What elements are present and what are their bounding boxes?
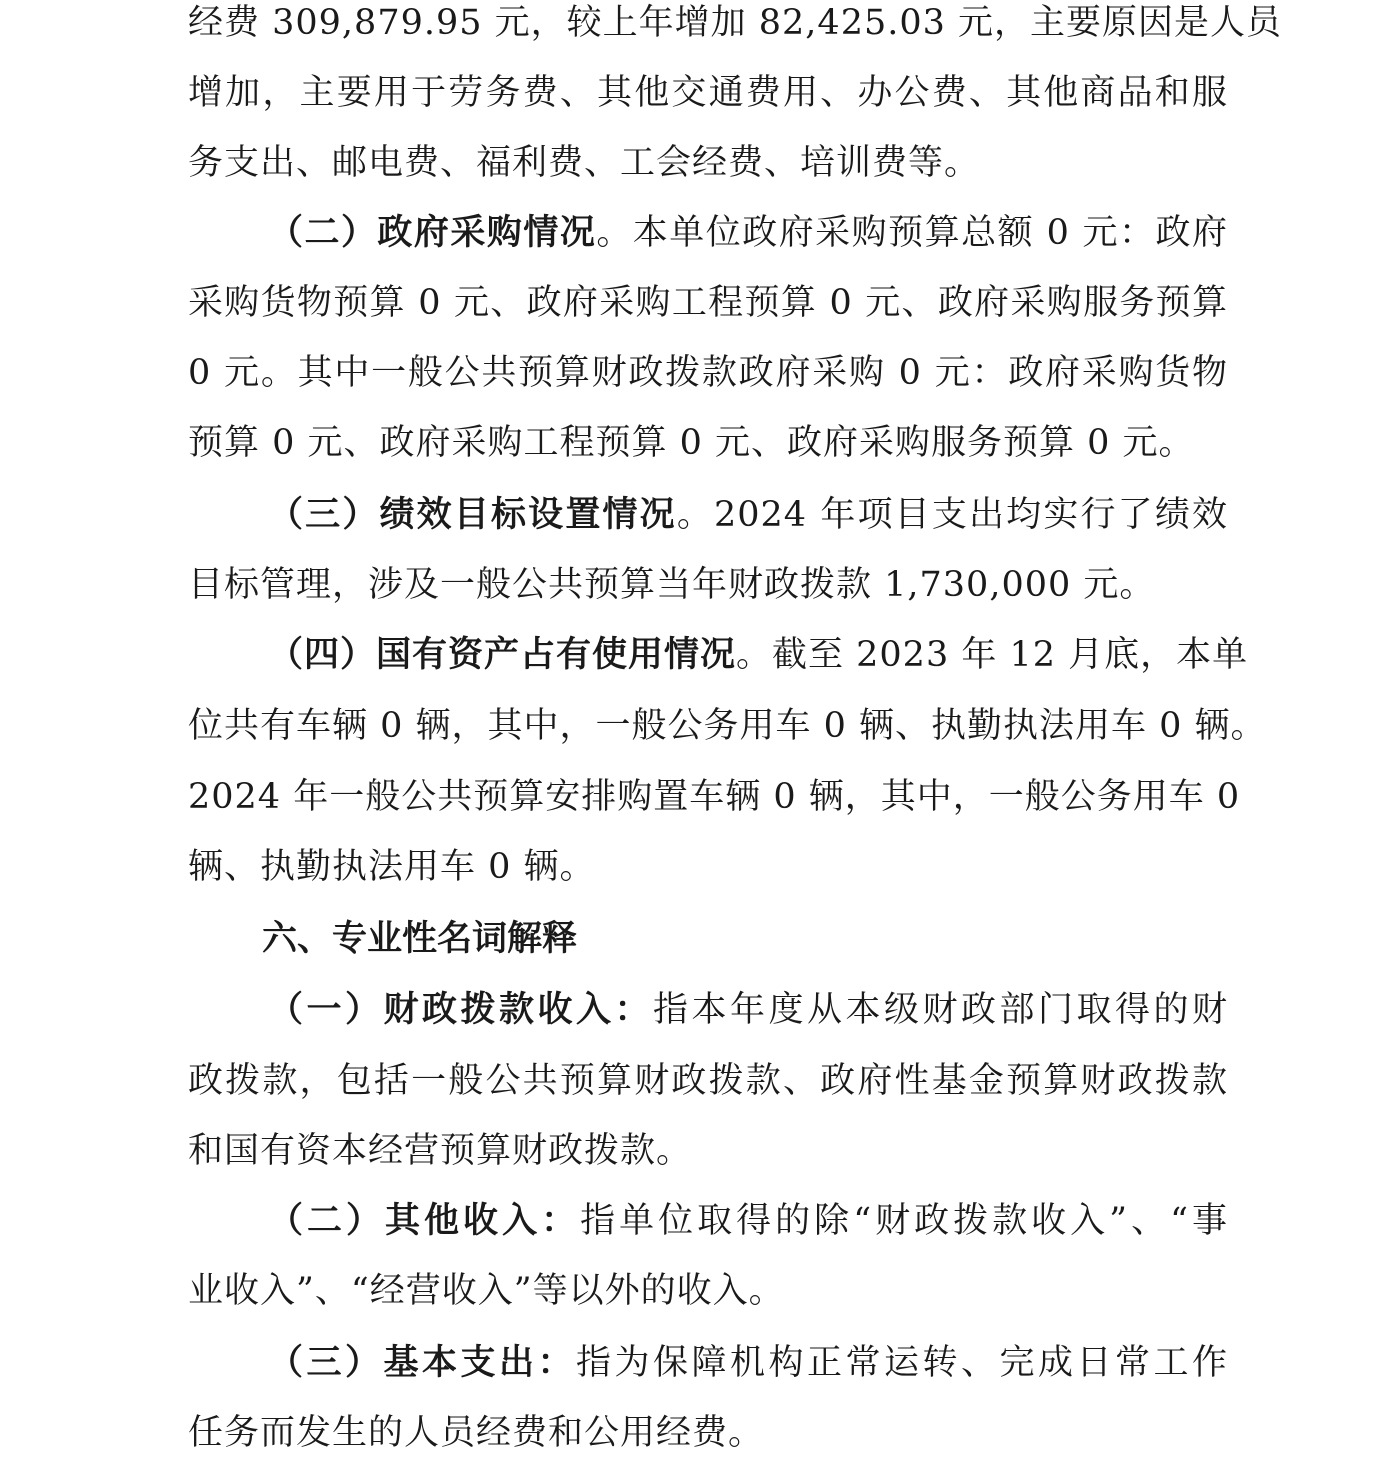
term-fiscal-income: （一）财政拨款收入： — [268, 989, 653, 1030]
glossary-fiscal-income-line — [268, 975, 1228, 1045]
section-procurement-line — [268, 198, 1228, 268]
subheading-procurement: （二）政府采购情况 — [268, 212, 597, 253]
paragraph-line: 目标管理，涉及一般公共预算当年财政拨款 1,730,000 元。 — [188, 565, 1156, 605]
section-heading-glossary: 六、专业性名词解释 — [262, 919, 578, 959]
section-performance-line — [268, 480, 1228, 550]
paragraph-text: 。2024 年项目支出均实行了绩效 — [676, 495, 1228, 535]
glossary-basic-expense-line — [268, 1328, 1228, 1398]
term-other-income: （二）其他收入： — [268, 1200, 581, 1241]
paragraph-line: 位共有车辆 0 辆，其中，一般公务用车 0 辆、执勤执法用车 0 辆。 — [188, 706, 1267, 746]
paragraph-text: 。本单位政府采购预算总额 0 元：政府 — [596, 213, 1228, 253]
glossary-other-income-line — [268, 1186, 1228, 1256]
paragraph-text: 指本年度从本级财政部门取得的财 — [653, 990, 1228, 1030]
paragraph-line: 预算 0 元、政府采购工程预算 0 元、政府采购服务预算 0 元。 — [188, 423, 1195, 463]
subheading-assets: （四）国有资产占有使用情况 — [268, 634, 737, 675]
paragraph-text: 指单位取得的除“财政拨款收入”、“事 — [580, 1201, 1228, 1241]
section-assets-line — [268, 620, 1249, 690]
paragraph-text: 指为保障机构正常运转、完成日常工作 — [576, 1343, 1228, 1383]
term-basic-expense: （三）基本支出： — [268, 1342, 576, 1383]
paragraph-line: 政拨款，包括一般公共预算财政拨款、政府性基金预算财政拨款 — [188, 1061, 1228, 1101]
paragraph-line: 2024 年一般公共预算安排购置车辆 0 辆，其中，一般公务用车 0 — [188, 777, 1241, 817]
paragraph-line: 辆、执勤执法用车 0 辆。 — [188, 847, 596, 887]
subheading-performance: （三）绩效目标设置情况 — [268, 494, 677, 535]
paragraph-line: 经费 309,879.95 元，较上年增加 82,425.03 元，主要原因是人员 — [188, 3, 1283, 43]
paragraph-text: 。截至 2023 年 12 月底，本单 — [736, 635, 1249, 675]
paragraph-line: 0 元。其中一般公共预算财政拨款政府采购 0 元：政府采购货物 — [188, 353, 1228, 393]
paragraph-line: 采购货物预算 0 元、政府采购工程预算 0 元、政府采购服务预算 — [188, 283, 1228, 323]
paragraph-line: 务支出、邮电费、福利费、工会经费、培训费等。 — [188, 143, 981, 183]
paragraph-line: 和国有资本经营预算财政拨款。 — [188, 1131, 693, 1171]
paragraph-line: 任务而发生的人员经费和公用经费。 — [188, 1413, 765, 1453]
paragraph-line: 增加，主要用于劳务费、其他交通费用、办公费、其他商品和服 — [188, 73, 1228, 113]
paragraph-line: 业收入”、“经营收入”等以外的收入。 — [188, 1271, 785, 1311]
